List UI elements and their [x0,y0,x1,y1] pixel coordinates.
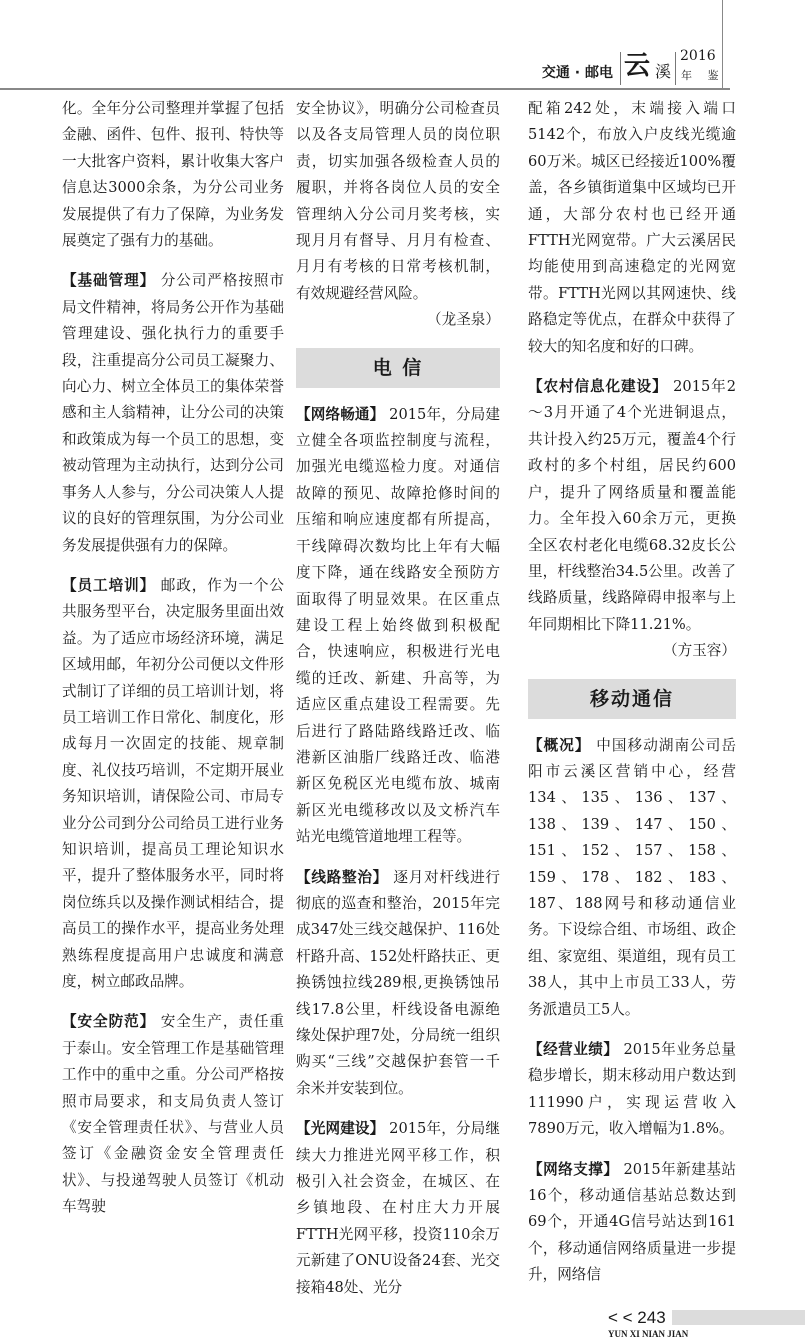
paragraph-text: 2015年，分局继续大力推进光网平移工作，积极引入社会资金，在城区、在乡镇地段、在村庄大力开展FTTH光网平移，投资110余万元新建了ONU设备24套、光交接箱48处、光分 [296,1120,500,1296]
paragraph [528,1037,736,1143]
paragraph-text: 邮政，作为一个公共服务型平台，决定服务里面出效益。为了适应市场经济环境，满足区域用邮，年初分公司便以文件形式制订了详细的员工培训计划，将员工培训工作日常化、制度化，形成每月一次固定的技能、规章制度、礼仪技巧培训，不定期开展业务知识培训，请保险公司、市局专业分公司到分公司给员工进行业务知识培训，提高员工理论知识水平，提升了整体服务水平，同时将岗位练兵以及操作测试相结合，提高员工的操作水平，提高业务处理熟练程度提高用户忠诚度和满意度，树立邮政品牌。 [62,576,284,990]
paragraph-text: 逐月对杆线进行彻底的巡查和整治，2015年完成347处三线交越保护、116处杆路升高、152处杆路扶正、更换锈蚀拉线289根,更换锈蚀吊线17.8公里，杆线设备电源绝缘处保护理7处，分局统一组织购买“三线”交越保护套管一千余米并安装到位。 [296,868,500,1097]
footer-bar [672,1310,805,1325]
paragraph-text: 中国移动湖南公司岳阳市云溪区营销中心，经营134、135、136、137、138、139、147、150、151、152、157、158、159、178、182、183、187、188网号和移动通信业务。下设综合组、市场组、政企组、家宽组、渠道组，现有员工38人，其中上市员工33人，劳务派遣员工5人。 [528,736,736,1018]
header-divider [620,52,621,85]
footer-book-title: YUN XI NIAN JIAN [608,1329,689,1339]
logo-yun: 云 [624,51,651,81]
section-title-mobile: 移动通信 [528,679,736,719]
paragraph-text: 分公司严格按照市局文件精神，将局务公开作为基础管理建设、强化执行力的重要手段，注重提高分公司员工凝聚力、向心力、树立全体员工的集体荣誉感和主人翁精神，让分公司的决策和政策成为每一个员工的思想，变被动管理为主动执行，达到分公司事务人人参与，分公司决策人人提议的良好的管理氛围，为分公司业务发展提供强有力的保障。 [62,272,284,554]
running-header-section: 交通 · 邮电 [541,65,613,81]
paragraph-text: 2015年业务总量稳步增长，期末移动用户数达到111990户，实现运营收入7890万元，收入增幅为1.8%。 [528,1041,736,1138]
paragraph [296,402,500,851]
paragraph-heading: 【概况】 [528,736,591,754]
header-book: 年 鉴 [681,69,725,82]
author-credit: （方玉容） [663,642,736,660]
paragraph-text: 2015年，分局建立健全各项监控制度与流程，加强光电缆巡检力度。对通信故障的预见、故障抢修时间的压缩和响应速度都有所提高，干线障碍次数均比上年有大幅度下降，通在线路安全预防方面取得了明显效果。在区重点建设工程上始终做到积极配合，快速响应，积极进行光电缆的迁改、新建、升高等，为适应区重点建设工程需要。先后进行了路陆路线路迁改、临港新区油脂厂线路迁改、临港新区免税区光电缆布放、城南新区光电缆移改以及文桥汽车站光电缆管道地埋工程等。 [296,405,500,846]
paragraph-text: 2015年2～3月开通了4个光进铜退点，共计投入约25万元，覆盖4个行政村的多个村组，居民约600户，提升了网络质量和覆盖能力。全年投入60余万元，更换全区农村老化电缆68.32皮长公里，杆线整治34.5公里。改善了线路质量，线路障碍申报率与上年同期相比下降11.21%。 [528,378,736,633]
paragraph-text: 2015年新建基站16个，移动通信基站总数达到69个，开通4G信号站达到161个，移动通信网络质量进一步提升，网络信 [528,1160,736,1284]
page-number: < < 243 [608,1308,666,1327]
column-2 [296,96,500,1315]
section-title-telecom: 电 信 [296,348,500,388]
paragraph [528,733,736,1023]
paragraph-heading: 【农村信息化建设】 [528,378,668,396]
paragraph-heading: 【网络支撑】 [528,1160,619,1178]
paragraph-heading: 【基础管理】 [62,272,156,290]
paragraph-heading: 【安全防范】 [62,1013,156,1031]
paragraph: 配箱242处，末端接入端口5142个，布放入户皮线光缆逾60万米。城区已经接近100%覆盖，各乡镇街道集中区域均已开通，大部分农村也已经开通FTTH光网宽带。广大云溪居民均能使用到高速稳定的光网宽带。FTTH光网以其网速快、线路稳定等优点，在群众中获得了较大的知名度和好的口碑。 [528,100,736,355]
paragraph [62,268,284,558]
paragraph-heading: 【员工培训】 [62,576,156,594]
paragraph-heading: 【线路整治】 [296,868,389,886]
column-3 [528,96,736,1303]
logo-xi: 溪 [655,62,672,81]
header-divider [675,52,676,85]
paragraph [528,1157,736,1289]
paragraph-text: 安全生产，责任重于泰山。安全管理工作是基础管理工作中的重中之重。分公司严格按照市局要求，和支局负责人签订《安全管理责任状》、与营业人员签订《金融资金安全管理责任状》、与投递驾驶人员签订《机动车驾驶 [62,1013,284,1216]
paragraph [296,1116,500,1301]
paragraph [296,865,500,1103]
paragraph-heading: 【光网建设】 [296,1120,385,1138]
paragraph-heading: 【网络畅通】 [296,405,385,423]
paragraph [528,374,736,638]
paragraph [62,573,284,996]
header-year: 2016 [680,48,716,64]
header-rule [0,88,730,90]
paragraph [62,1009,284,1220]
paragraph-text: 化。全年分公司整理并掌握了包括金融、函件、包件、报刊、特快等一大批客户资料，累计收集大客户信息达3000余条，为分公司业务发展提供了有力了保障，为业务发展奠定了强有力的基础。 [62,100,284,250]
column-1 [62,96,284,1235]
paragraph: 安全协议》，明确分公司检查员以及各支局管理人员的岗位职责，切实加强各级检查人员的履职，并将各岗位人员的安全管理纳入分公司月奖考核，实现月月有督导、月月有检查、月月有考核的日常考核机制，有效规避经营风险。 [296,100,500,302]
paragraph [62,96,284,254]
author-credit: （龙圣泉） [427,311,500,329]
paragraph-heading: 【经营业绩】 [528,1041,619,1058]
